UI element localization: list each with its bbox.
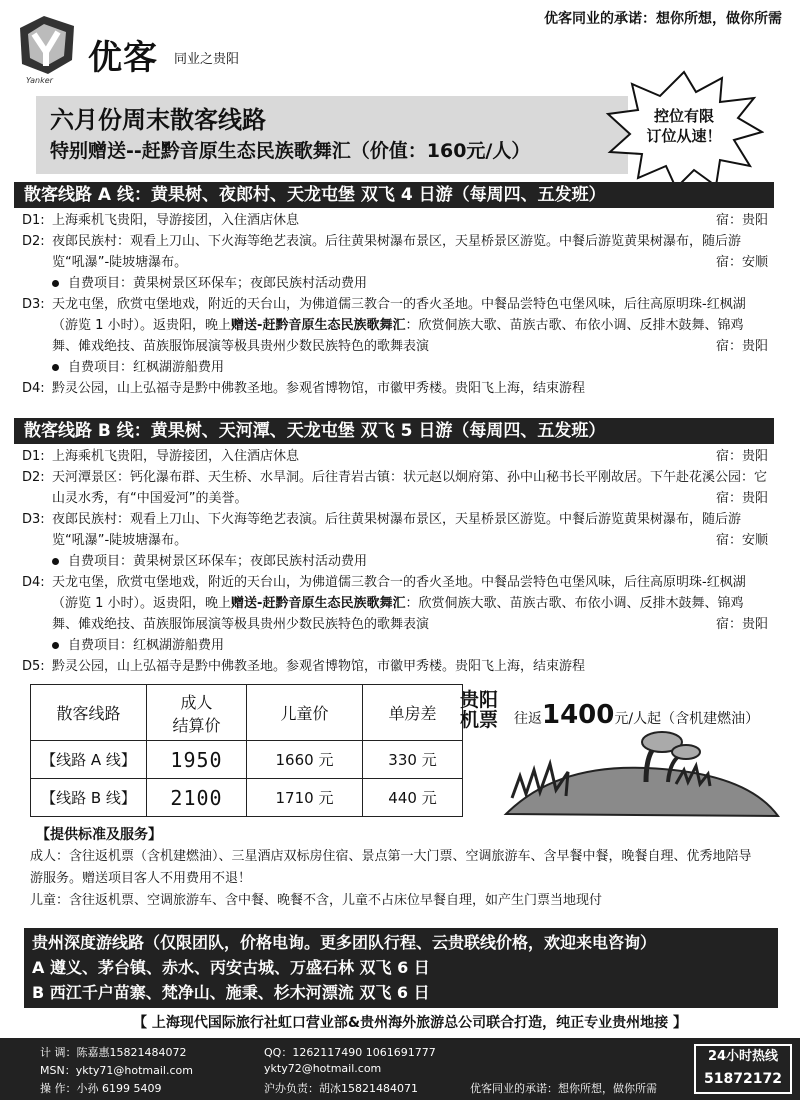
services-child: 儿童：含往返机票、空调旅游车、含中餐、晚餐不含，儿童不占床位早餐自理，如产生门票当地现付 [30, 893, 603, 908]
footer-msn: MSN：ykty71@hotmail.com [40, 1064, 193, 1077]
logo-tagline: 同业之贵阳 [174, 52, 240, 67]
day-label: D1: [22, 213, 45, 228]
route-a-title: 散客线路 A 线：黄果树、夜郎村、天龙屯堡 双飞 4 日游（每周四、五发班） [14, 182, 774, 208]
day-text: 上海乘机飞贵阳，导游接团，入住酒店休息 [52, 213, 300, 228]
mushroom-hill-icon [496, 724, 786, 820]
promo-subtitle: 特别赠送--赶黔音原生态民族歌舞汇（价值：160元/人） [50, 140, 531, 162]
adult-price: 2100 [147, 779, 247, 817]
day-text [52, 294, 780, 357]
header-child: 儿童价 [247, 685, 363, 741]
airfare-amount: 1400 [542, 700, 615, 730]
day-text-pre: 天龙屯堡，欣赏屯堡地戏，附近的天台山，为佛道儒三教合一的香火圣地。中餐品尝特色屯堡风味，后往高原明珠-红枫湖（游览 1 小时）。返贵阳，晚上 [52, 297, 746, 333]
day-text-pre: 天龙屯堡，欣赏屯堡地戏，附近的天台山，为佛道儒三教合一的香火圣地。中餐品尝特色屯堡风味，后往高原明珠-红枫湖（游览 1 小时）。返贵阳，晚上 [52, 575, 746, 611]
footer-slogan: 优客同业的承诺：想你所想，做你所需 [470, 1082, 657, 1095]
route-b-day-1 [22, 446, 780, 467]
single-supplement: 440 元 [363, 779, 463, 817]
hotline-label: 24小时热线 [707, 1049, 779, 1064]
day-text-post: ：欣赏侗族大歌、苗族古歌、布依小调、反排木鼓舞、锦鸡舞、傩戏绝技、苗族服饰展演等极具贵州少数民族特色的歌舞表演 [52, 596, 744, 632]
hotline-box [694, 1044, 792, 1094]
route-b-title: 散客线路 B 线：黄果树、天河潭、天龙屯堡 双飞 5 日游（每周四、五发班） [14, 418, 774, 444]
table-row [31, 741, 463, 779]
logo-brand: 优客 [88, 38, 158, 78]
day-text: 夜郎民族村：观看上刀山、下火海等绝艺表演。后往黄果树瀑布景区，天星桥景区游览。中餐后游览黄果树瀑布，随后游览“吼瀑”-陡坡塘瀑布。 [52, 234, 742, 270]
footer-hubang: 沪办负责：胡冰15821484071 [264, 1082, 418, 1095]
day-stay: 宿：贵阳 [710, 210, 768, 231]
day-label: D5: [22, 659, 45, 674]
day-text: 上海乘机飞贵阳，导游接团，入住酒店休息 [52, 449, 300, 464]
route-b-day-4 [22, 572, 780, 635]
day-label: D4: [22, 575, 45, 590]
footer-caozuo: 操 作：小孙 6199 5409 [40, 1082, 162, 1095]
footer-qq: QQ：1262117490 1061691777 [264, 1046, 436, 1059]
route-a-day-4 [22, 378, 780, 399]
day-text: 天河潭景区：钙化瀑布群、天生桥、水旱洞。后往青岩古镇：状元赵以炯府第、孙中山秘书长平刚故居。下午赴花溪公园：它山灵水秀，有“中国爱河”的美誉。 [52, 470, 768, 506]
route-a-day-3 [22, 294, 780, 357]
footer-jidiao: 计 调：陈嘉惠15821484072 [40, 1046, 187, 1059]
deep-tour-line-b: B 西江千户苗寨、梵净山、施秉、杉木河漂流 双飞 6 日 [32, 983, 430, 1002]
airfare-label-top: 贵阳 [460, 689, 499, 711]
logo-mark-icon [14, 12, 80, 82]
adult-price: 1950 [147, 741, 247, 779]
day-label: D2: [22, 470, 45, 485]
table-row [31, 779, 463, 817]
route-a-itinerary [22, 210, 780, 399]
day-text: 黔灵公园，山上弘福寺是黔中佛教圣地。参观省博物馆，市徽甲秀楼。贵阳飞上海，结束游程 [52, 381, 586, 396]
route-name: 【线路 A 线】 [31, 741, 147, 779]
logo-sub: Yanker [26, 76, 53, 85]
day-stay: 宿：贵阳 [710, 446, 768, 467]
day-label: D3: [22, 297, 45, 312]
day-text: 黔灵公园，山上弘福寺是黔中佛教圣地。参观省博物馆，市徽甲秀楼。贵阳飞上海，结束游程 [52, 659, 586, 674]
child-price: 1660 元 [247, 741, 363, 779]
route-a-day-1 [22, 210, 780, 231]
services-adult: 成人：含往返机票（含机建燃油）、三星酒店双标房住宿、景点第一大门票、空调旅游车、含早餐中餐，晚餐自理、优秀地陪导游服务。赠送项目客人不用费用不退！ [30, 849, 752, 886]
header-single: 单房差 [363, 685, 463, 741]
top-slogan: 优客同业的承诺：想你所想，做你所需 [544, 11, 782, 27]
route-b-day-5 [22, 656, 780, 677]
deep-tour-line-a: A 遵义、茅台镇、赤水、丙安古城、万盛石林 双飞 6 日 [32, 958, 430, 977]
day-stay: 宿：贵阳 [710, 336, 768, 357]
burst-line-2: 订位从速！ [646, 127, 722, 145]
airfare-prefix: 往返 [514, 711, 542, 727]
day-stay: 宿：安顺 [710, 530, 768, 551]
day-label: D4: [22, 381, 45, 396]
route-b-day-3 [22, 509, 780, 551]
route-a-day-2 [22, 231, 780, 273]
route-a-extra-1: 自费项目：黄果树景区环保车；夜郎民族村活动费用 [68, 273, 780, 294]
logo [14, 12, 254, 86]
day-label: D2: [22, 234, 45, 249]
day-text: 夜郎民族村：观看上刀山、下火海等绝艺表演。后往黄果树瀑布景区，天星桥景区游览。中餐后游览黄果树瀑布，随后游览“吼瀑”-陡坡塘瀑布。 [52, 512, 742, 548]
route-b-itinerary [22, 446, 780, 677]
single-supplement: 330 元 [363, 741, 463, 779]
child-price: 1710 元 [247, 779, 363, 817]
promo-title: 六月份周末散客线路 [50, 106, 266, 134]
route-a-extra-2: 自费项目：红枫湖游船费用 [68, 357, 780, 378]
route-b-day-2 [22, 467, 780, 509]
day-label: D3: [22, 512, 45, 527]
deep-tour-box [24, 928, 778, 1008]
route-b-extra-2: 自费项目：红枫湖游船费用 [68, 635, 780, 656]
burst-text [634, 106, 734, 146]
price-table-header [31, 685, 463, 741]
footer [0, 1038, 800, 1100]
header-adult: 成人 结算价 [147, 685, 247, 741]
day-text-post: ：欣赏侗族大歌、苗族古歌、布依小调、反排木鼓舞、锦鸡舞、傩戏绝技、苗族服饰展演等极具贵州少数民族特色的歌舞表演 [52, 318, 744, 354]
airfare-label [460, 690, 498, 730]
gift-highlight: 赠送-赶黔音原生态民族歌舞汇 [231, 596, 406, 611]
hotline-number: 51872172 [704, 1071, 782, 1087]
header-route: 散客线路 [31, 685, 147, 741]
footer-email2: ykty72@hotmail.com [264, 1062, 382, 1075]
gift-highlight: 赠送-赶黔音原生态民族歌舞汇 [231, 318, 406, 333]
price-table [30, 684, 463, 817]
route-name: 【线路 B 线】 [31, 779, 147, 817]
deep-tour-title: 贵州深度游线路（仅限团队，价格电询。更多团队行程、云贵联线价格，欢迎来电咨询） [32, 933, 657, 952]
airfare-suffix: 元/人起（含机建燃油） [614, 711, 760, 727]
day-stay: 宿：贵阳 [710, 614, 768, 635]
airfare-label-bottom: 机票 [460, 709, 499, 731]
day-text [52, 572, 780, 635]
promo-banner [36, 96, 628, 174]
burst-line-1: 控位有限 [653, 107, 714, 125]
route-b-extra-1: 自费项目：黄果树景区环保车；夜郎民族村活动费用 [68, 551, 780, 572]
day-stay: 宿：安顺 [710, 252, 768, 273]
day-label: D1: [22, 449, 45, 464]
agency-line: 【 上海现代国际旅行社虹口营业部&贵州海外旅游总公司联合打造，纯正专业贵州地接 】 [133, 1015, 687, 1031]
day-stay: 宿：贵阳 [710, 488, 768, 509]
services-heading: 【提供标准及服务】 [36, 827, 162, 843]
